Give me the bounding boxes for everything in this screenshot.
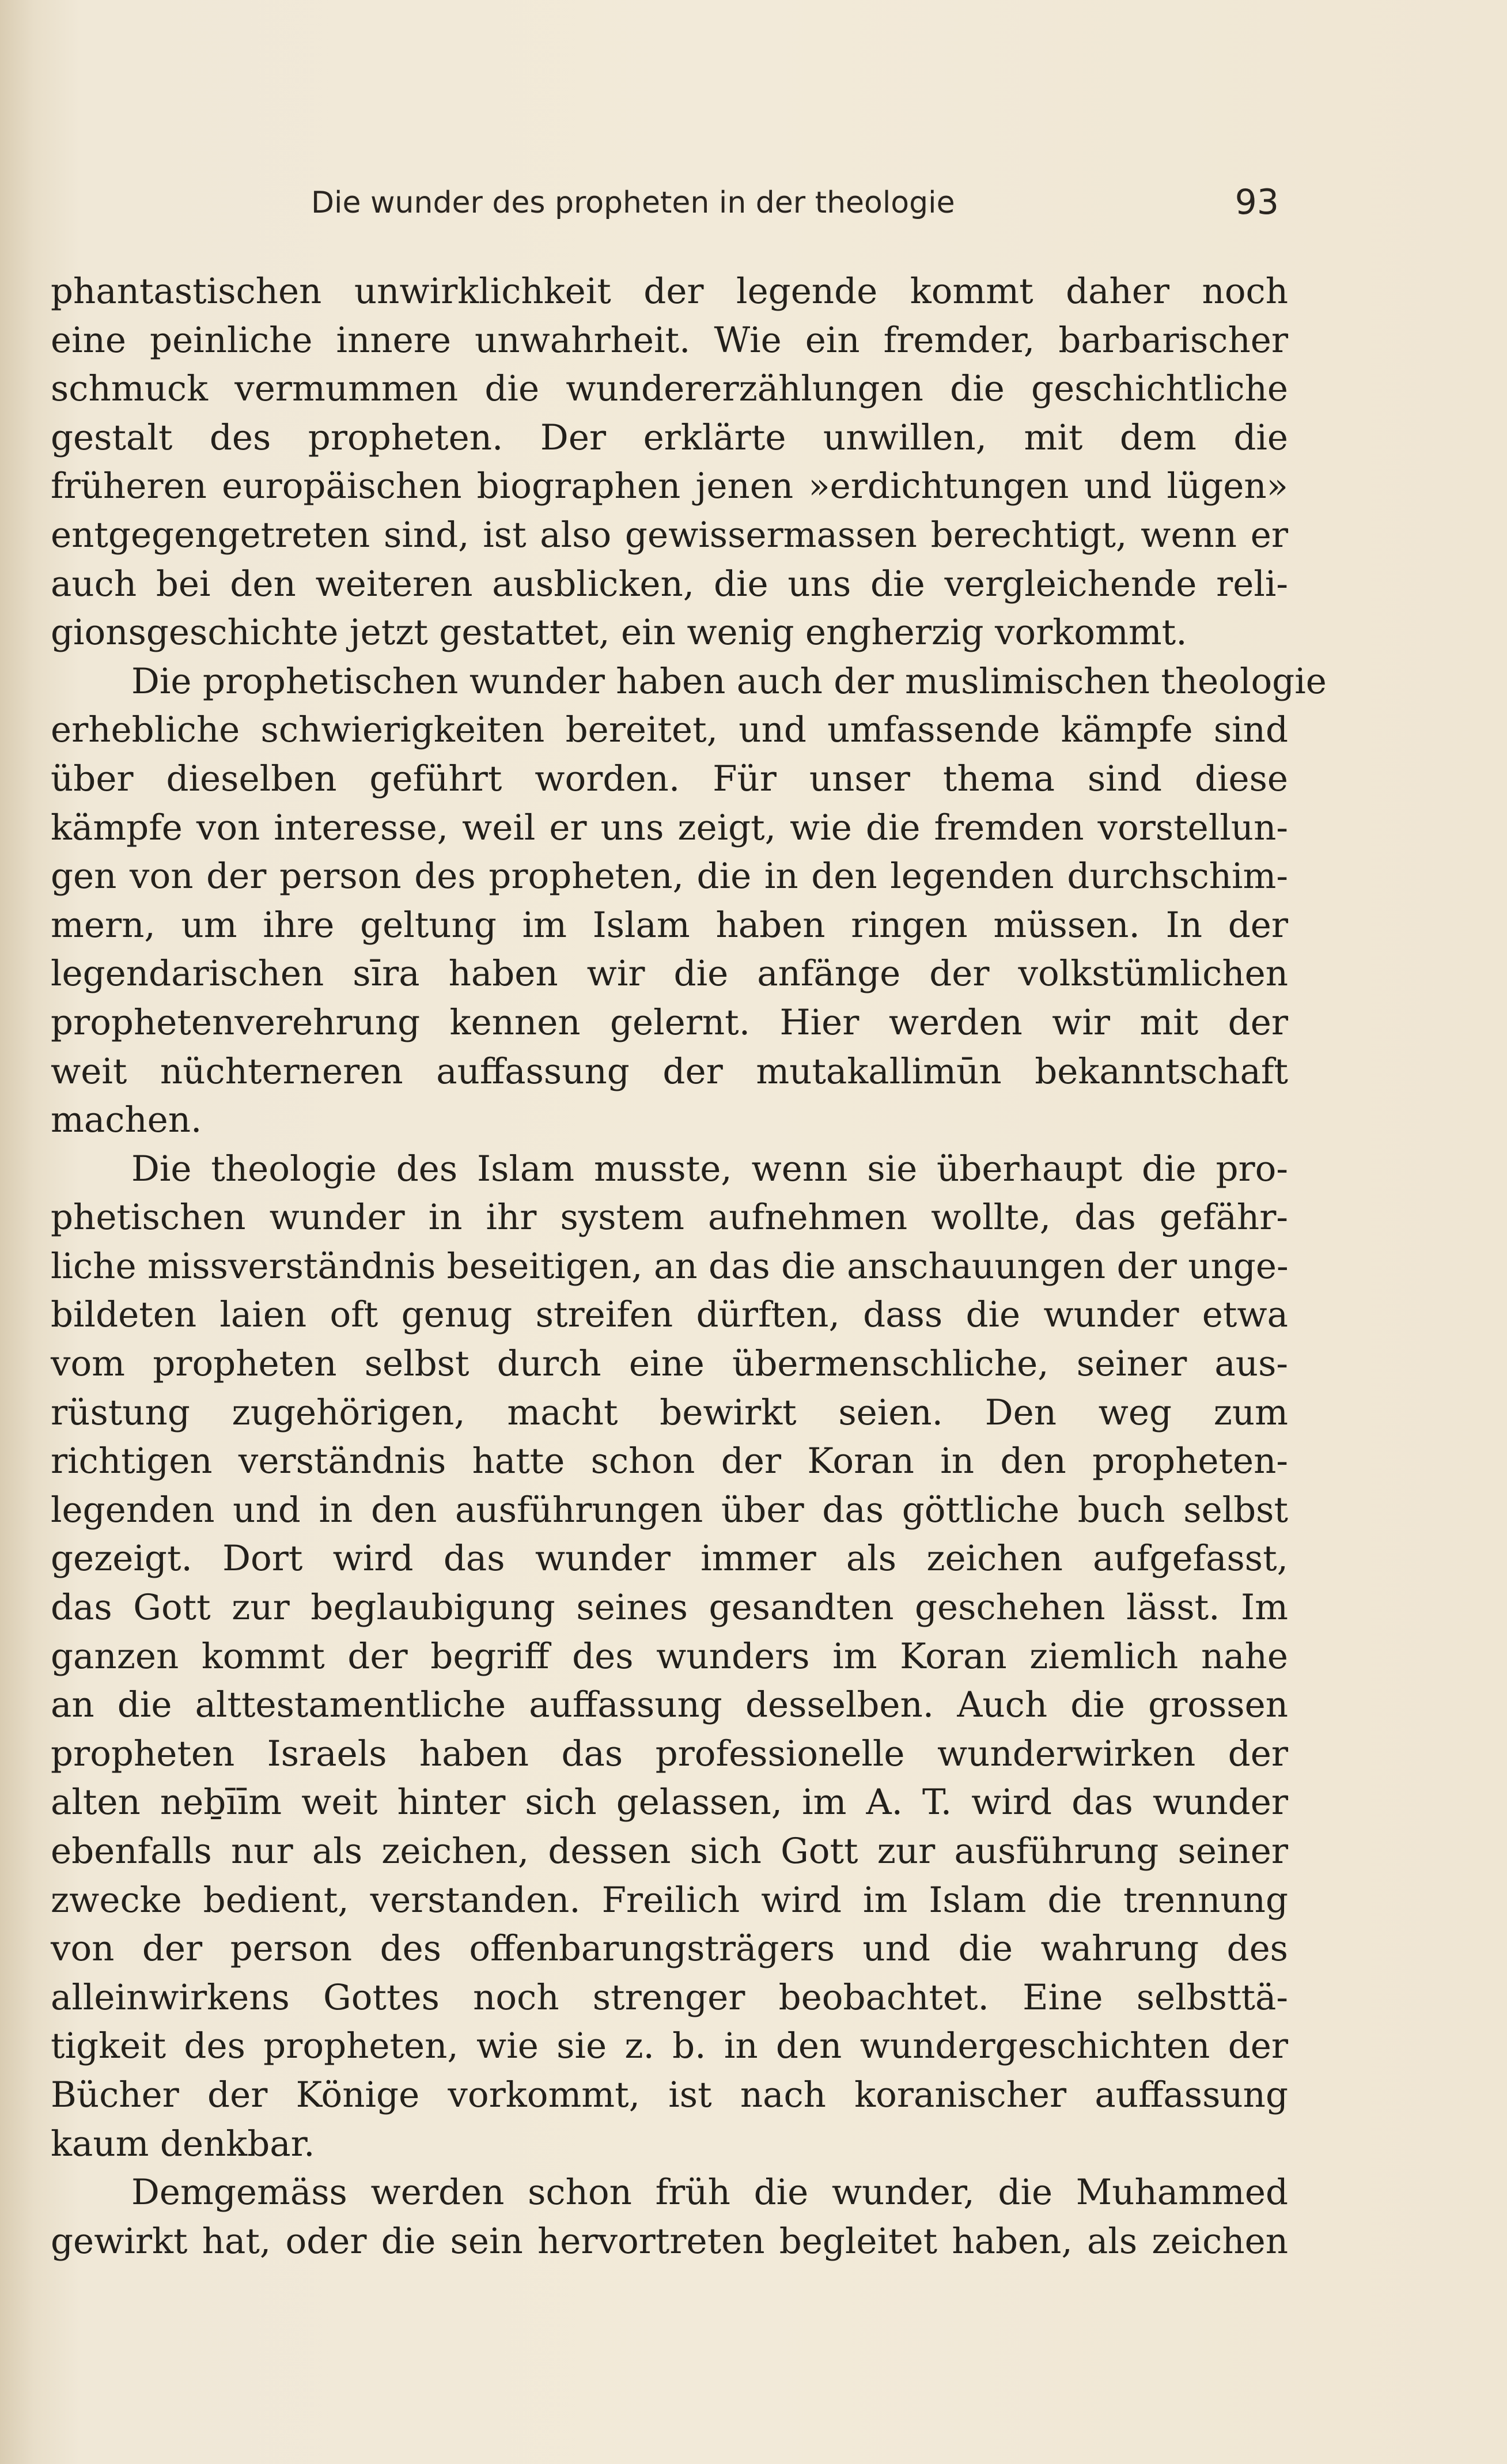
text-line: vom propheten selbst durch eine übermenschliche, seiner aus- (51, 1343, 1288, 1385)
text-line: machen. (51, 1099, 202, 1141)
text-line: über dieselben geführt worden. Für unser thema sind diese (51, 758, 1288, 799)
page-header (311, 182, 1279, 226)
text-line: schmuck vermummen die wundererzählungen die geschichtliche (51, 368, 1288, 410)
text-line: gezeigt. Dort wird das wunder immer als zeichen aufgefasst, (51, 1538, 1288, 1579)
text-line: liche missverständnis beseitigen, an das die anschauungen der unge- (51, 1245, 1289, 1287)
text-line: auch bei den weiteren ausblicken, die uns die vergleichende reli- (51, 563, 1288, 604)
text-line: gionsgeschichte jetzt gestattet, ein wenig engherzig vorkommt. (51, 612, 1187, 653)
running-head: Die wunder des propheten in der theologie (311, 186, 955, 220)
text-line: kaum denkbar. (51, 2123, 315, 2164)
text-line: alleinwirkens Gottes noch strenger beobachtet. Eine selbsttä- (51, 1977, 1288, 2018)
text-line: von der person des offenbarungsträgers und die wahrung des (51, 1928, 1288, 1970)
page-number: 93 (1235, 182, 1279, 222)
text-line: prophetenverehrung kennen gelernt. Hier werden wir mit der (51, 1002, 1288, 1043)
text-line: eine peinliche innere unwahrheit. Wie ein fremder, barbarischer (51, 319, 1288, 361)
text-line: kämpfe von interesse, weil er uns zeigt, wie die fremden vorstellun- (51, 807, 1288, 848)
text-line: tigkeit des propheten, wie sie z. b. in den wundergeschichten der (51, 2025, 1288, 2067)
text-line: entgegengetreten sind, ist also gewissermassen berechtigt, wenn er (51, 514, 1288, 555)
text-line: erhebliche schwierigkeiten bereitet, und umfassende kämpfe sind (51, 709, 1288, 751)
text-line: mern, um ihre geltung im Islam haben ringen müssen. In der (51, 904, 1288, 946)
text-line: früheren europäischen biographen jenen »erdichtungen und lügen» (51, 466, 1288, 507)
text-line: ebenfalls nur als zeichen, dessen sich Gott zur ausführung seiner (51, 1831, 1288, 1872)
text-line: zwecke bedient, verstanden. Freilich wird im Islam die trennung (51, 1879, 1288, 1921)
text-line: gewirkt hat, oder die sein hervortreten begleitet haben, als zeichen (51, 2220, 1288, 2262)
text-line: Die theologie des Islam musste, wenn sie überhaupt die pro- (131, 1148, 1288, 1189)
text-line: Die prophetischen wunder haben auch der muslimischen theologie (131, 660, 1327, 702)
text-line: legenden und in den ausführungen über das göttliche buch selbst (51, 1489, 1288, 1530)
text-line: propheten Israels haben das professionelle wunderwirken der (51, 1733, 1288, 1774)
text-line: das Gott zur beglaubigung seines gesandten geschehen lässt. Im (51, 1587, 1288, 1628)
text-line: an die alttestamentliche auffassung desselben. Auch die grossen (51, 1684, 1288, 1726)
text-line: Demgemäss werden schon früh die wunder, die Muhammed (131, 2172, 1288, 2213)
body-text (51, 267, 1327, 2266)
text-line: phetischen wunder in ihr system aufnehmen wollte, das gefähr- (51, 1197, 1288, 1238)
text-line: legendarischen sīra haben wir die anfänge der volkstümlichen (51, 953, 1288, 995)
text-line: gen von der person des propheten, die in den legenden durchschim- (51, 856, 1288, 897)
text-line: richtigen verständnis hatte schon der Koran in den propheten- (51, 1441, 1288, 1482)
text-line: gestalt des propheten. Der erklärte unwillen, mit dem die (51, 417, 1288, 458)
text-line: alten neḇīīm weit hinter sich gelassen, im A. T. wird das wunder (51, 1782, 1288, 1823)
text-line: weit nüchterneren auffassung der mutakallimūn bekanntschaft (51, 1050, 1288, 1092)
text-line: Bücher der Könige vorkommt, ist nach koranischer auffassung (51, 2074, 1288, 2115)
text-line: bildeten laien oft genug streifen dürften, dass die wunder etwa (51, 1294, 1288, 1336)
text-line: phantastischen unwirklichkeit der legende kommt daher noch (51, 271, 1288, 312)
text-line: rüstung zugehörigen, macht bewirkt seien. Den weg zum (51, 1392, 1288, 1433)
text-line: ganzen kommt der begriff des wunders im Koran ziemlich nahe (51, 1635, 1288, 1677)
